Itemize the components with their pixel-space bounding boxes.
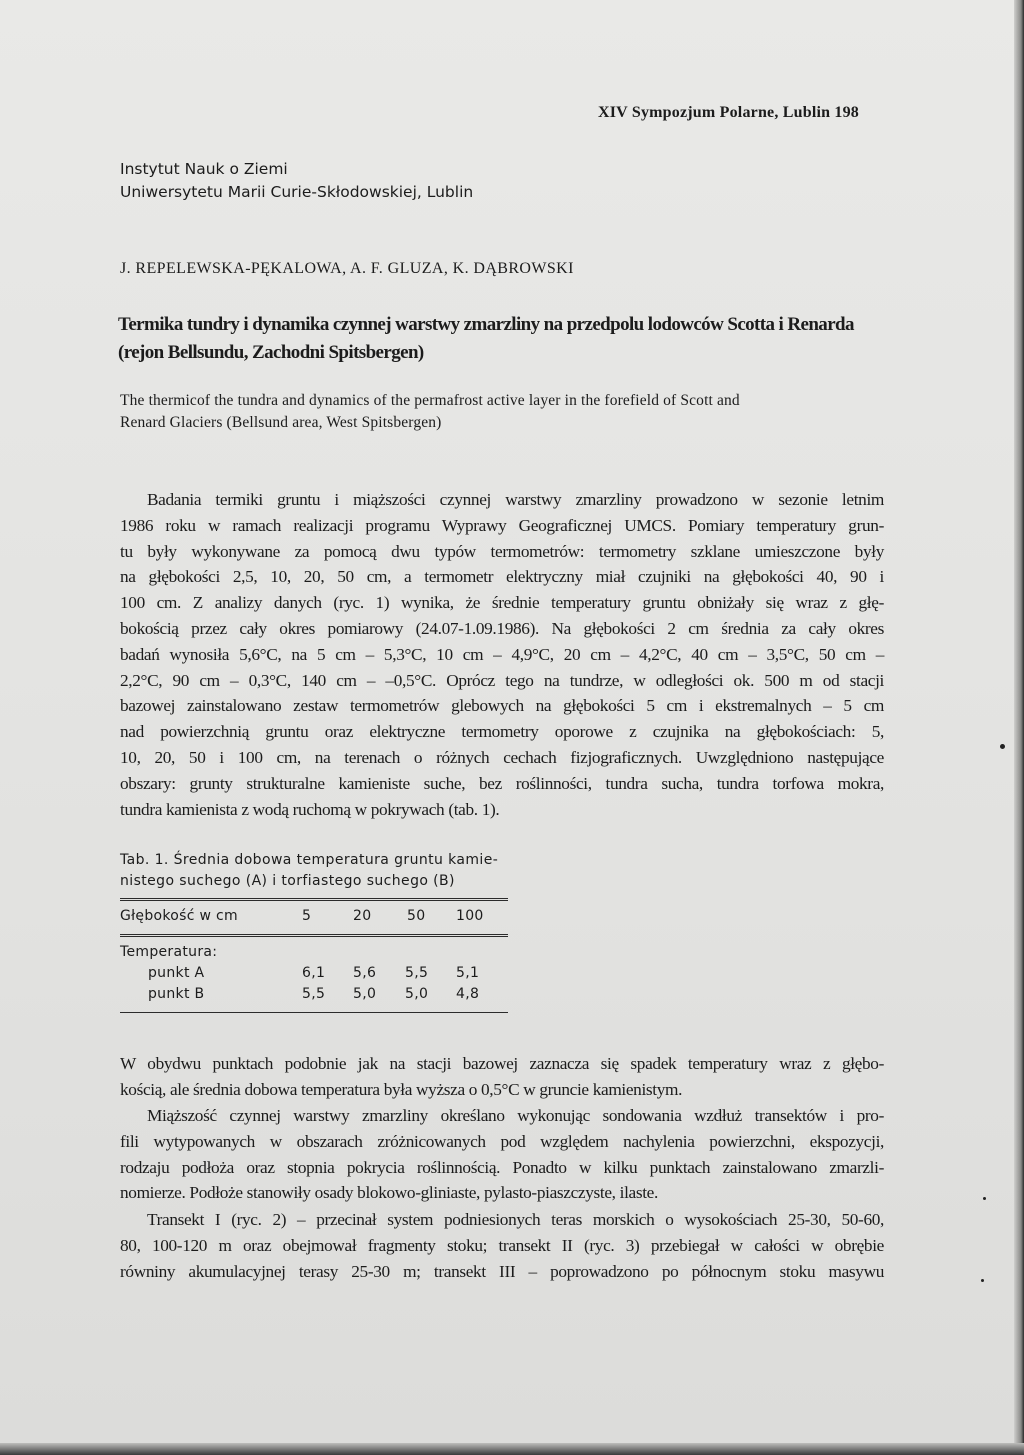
text-line: Badania termiki gruntu i miąższości czynnej warstwy zmarzliny prowadzono w sezonie letnim <box>147 490 884 509</box>
table-bottom-rule <box>120 1012 508 1013</box>
table-column-header: 100 <box>456 908 484 924</box>
symposium-header: XIV Sympozjum Polarne, Lublin 198 <box>598 104 860 121</box>
text-line: W obydwu punktach podobnie jak na stacji bazowej zaznacza się spadek temperatury wraz z głębo- <box>120 1054 884 1073</box>
table-top-rule <box>120 898 508 901</box>
institute-line: Instytut Nauk o Ziemi <box>120 160 288 178</box>
text-line: kością, ale średnia dobowa temperatura była wyższa o 0,5°C w gruncie kamienistym. <box>120 1079 683 1099</box>
text-line: 1986 roku w ramach realizacji programu Wyprawy Geograficznej UMCS. Pomiary temperatury grun- <box>120 515 884 535</box>
table-cell: 5,5 <box>405 965 429 981</box>
text-line: 80, 100-120 m oraz obejmował fragmenty stoku; transekt II (ryc. 3) przebiegał w całości w obrębie <box>120 1235 884 1255</box>
paragraph-4 <box>120 1207 884 1284</box>
table-row-label: punkt B <box>148 986 205 1002</box>
text-line: na głębokości 2,5, 10, 20, 50 cm, a termometr elektryczny miał czujniki na głębokości 40, 90 i <box>120 567 884 587</box>
text-line: bazowej zainstalowano zestaw termometrów glebowych na głębokości 5 cm i ekstremalnych – 5 cm <box>120 696 884 716</box>
paragraph-3 <box>120 1103 884 1206</box>
paper-title-polish <box>118 311 878 367</box>
table-column-header: 50 <box>407 908 426 924</box>
text-line: Miąższość czynnej warstwy zmarzliny określano wykonując sondowania wzdłuż transektów i pro- <box>147 1106 884 1125</box>
table-section-label: Temperatura: <box>120 944 218 960</box>
scan-speck <box>983 1197 986 1200</box>
text-line: nad powierzchnią gruntu oraz elektryczne termometry oporowe z czujnika na głębokościach: 5, <box>120 722 884 742</box>
text-line: Transekt I (ryc. 2) – przecinał system podniesionych teras morskich o wysokościach 25-30, 50-60, <box>147 1210 884 1229</box>
text-line: fili wytypowanych w obszarach zróżnicowanych pod względem nachylenia powierzchni, ekspozycji, <box>120 1131 884 1151</box>
text-line: 2,2°C, 90 cm – 0,3°C, 140 cm – –0,5°C. Oprócz tego na tundrze, w odległości ok. 500 m od stacji <box>120 670 884 690</box>
title-line: Renard Glaciers (Bellsund area, West Spitsbergen) <box>120 414 442 431</box>
text-line: rodzaju podłoża oraz stopnia pokrycia roślinnością. Ponadto w kilku punktach zainstalowano zmarzli- <box>120 1157 884 1177</box>
paragraph-2 <box>120 1051 884 1103</box>
title-line: (rejon Bellsundu, Zachodni Spitsbergen) <box>118 342 424 363</box>
table-header-rule <box>120 934 508 937</box>
title-line: The thermicof the tundra and dynamics of the permafrost active layer in the forefield of Scott and <box>120 392 740 409</box>
caption-line: Tab. 1. Średnia dobowa temperatura gruntu kamie- <box>120 852 499 868</box>
table-column-header: 20 <box>353 908 372 924</box>
table-header-label: Głębokość w cm <box>120 908 238 924</box>
page-edge-shadow <box>1014 0 1024 1455</box>
institute-affiliation <box>120 158 473 204</box>
table-cell: 4,8 <box>456 986 480 1002</box>
text-line: obszary: grunty strukturalne kamieniste suche, bez roślinności, tundra sucha, tundra torfowa mokra, <box>120 773 884 793</box>
text-line: tu były wykonywane za pomocą dwu typów termometrów: termometry szklane umieszczone były <box>120 541 884 561</box>
table-cell: 5,1 <box>456 965 480 981</box>
table-column-header: 5 <box>302 908 312 924</box>
table-cell: 6,1 <box>302 965 326 981</box>
table-cell: 5,5 <box>302 986 326 1002</box>
caption-line: nistego suchego (A) i torfiastego suchego (B) <box>120 873 455 889</box>
table-cell: 5,6 <box>353 965 377 981</box>
title-line: Termika tundry i dynamika czynnej warstwy zmarzliny na przedpolu lodowców Scotta i Renarda <box>118 314 854 335</box>
text-line: badań wynosiła 5,6°C, na 5 cm – 5,3°C, 10 cm – 4,9°C, 20 cm – 4,2°C, 40 cm – 3,5°C, 50 cm – <box>120 644 884 664</box>
text-line: 100 cm. Z analizy danych (ryc. 1) wynika, że średnie temperatury gruntu obniżały się wraz z głę- <box>120 593 884 613</box>
text-line: bokością przez cały okres pomiarowy (24.07-1.09.1986). Na głębokości 2 cm średnia za cały okres <box>120 618 884 638</box>
text-line: 10, 20, 50 i 100 cm, na terenach o różnych cechach fizjograficznych. Uwzględniono następujące <box>120 747 884 767</box>
text-line: tundra kamienista z wodą ruchomą w pokrywach (tab. 1). <box>120 799 500 819</box>
table-cell: 5,0 <box>353 986 377 1002</box>
paragraph-1 <box>120 487 884 822</box>
paper-title-english <box>120 390 880 434</box>
table-cell: 5,0 <box>405 986 429 1002</box>
text-line: równiny akumulacyjnej terasy 25-30 m; transekt III – poprowadzono po północnym stoku masywu <box>120 1261 884 1281</box>
table-row-label: punkt A <box>148 965 205 981</box>
scan-speck <box>1000 744 1005 749</box>
institute-line: Uniwersytetu Marii Curie-Skłodowskiej, Lublin <box>120 183 474 201</box>
authors: J. REPELEWSKA-PĘKALOWA, A. F. GLUZA, K. DĄBROWSKI <box>120 260 574 277</box>
scan-speck <box>981 1279 984 1282</box>
table-caption <box>120 850 498 892</box>
text-line: nomierze. Podłoże stanowiły osady blokowo-gliniaste, pylasto-piaszczyste, ilaste. <box>120 1183 658 1203</box>
page-edge-shadow <box>0 1443 1024 1455</box>
